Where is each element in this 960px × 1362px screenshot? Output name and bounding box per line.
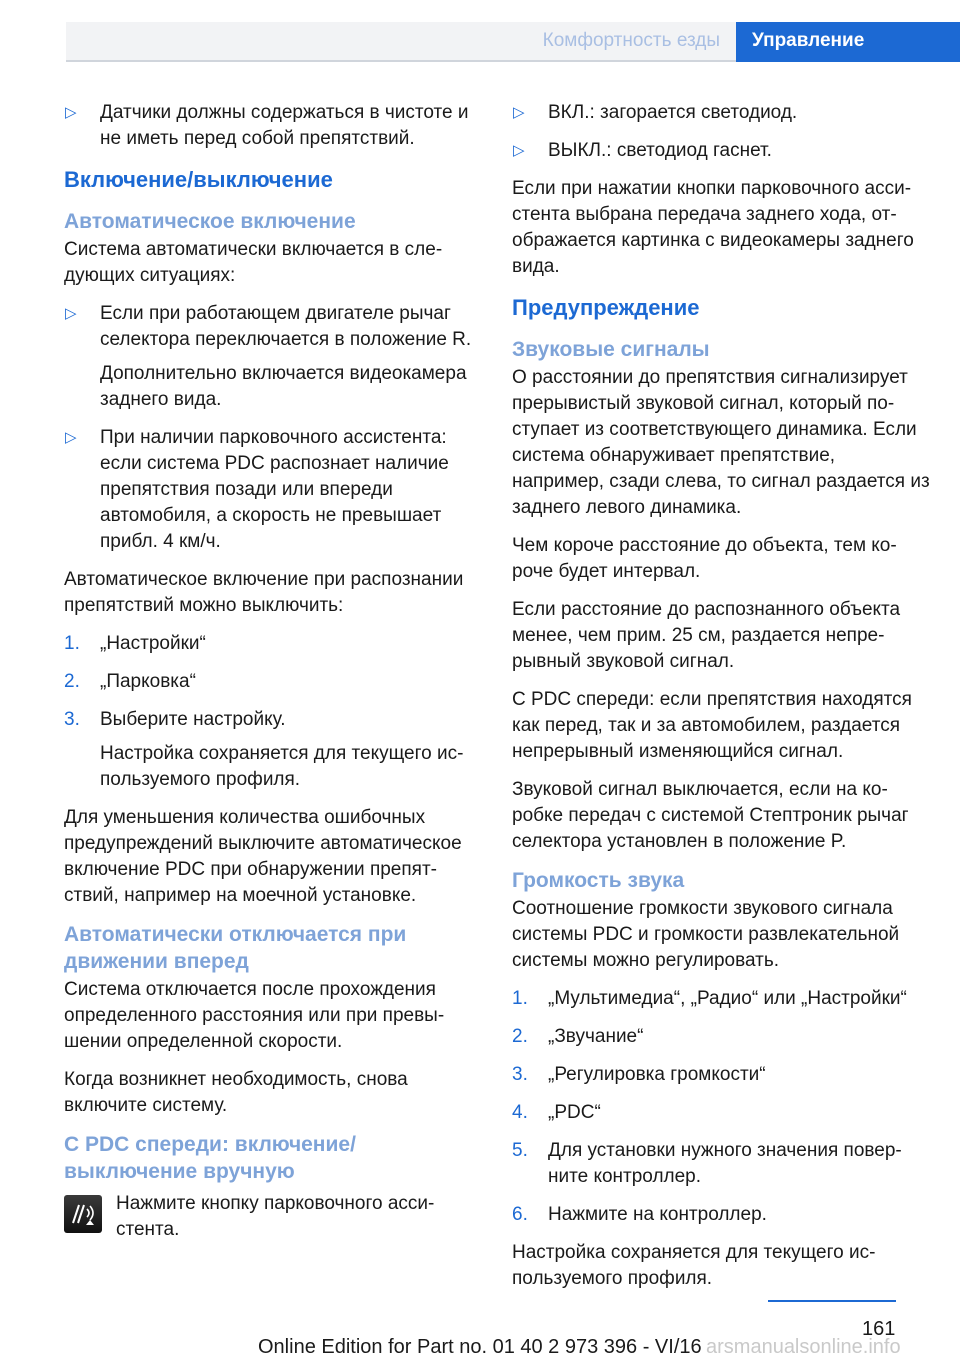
sound-text-2: Чем короче расстояние до объекта, тем ко‐роче будет интервал. [512, 535, 897, 582]
intro-bullet-list [64, 100, 482, 152]
heading-volume: Громкость звука [512, 869, 685, 892]
step-item: 4. „PDC“ [512, 1102, 601, 1123]
reverse-camera-text: Если при нажатии кнопки парковочного асси‐стента выбрана передача заднего хода, от‐ображается картинка с видеокамеры заднего вида. [512, 178, 914, 277]
heading-auto-on: Автоматическое включение [64, 210, 356, 233]
step-item: 1. „Мультимедиа“, „Радио“ или „Настройки“ [512, 988, 907, 1009]
step-item: 2. „Звучание“ [512, 1026, 644, 1047]
header-chapter-tab [736, 22, 960, 62]
header-section-label: Комфортность езды [542, 30, 720, 51]
auto-on-bullet-list [64, 301, 482, 555]
reduce-warnings-text: Для уменьшения количества ошибочных предупреждений выключите автоматическое включение PDC при обнаружении препят‐ствий, например на моечной установке. [64, 807, 462, 906]
led-bullet-list [512, 100, 930, 164]
step-item: 1. „Настройки“ [64, 633, 206, 654]
step-item: 2. „Парковка“ [64, 671, 196, 692]
parking-assistant-button-icon [64, 1195, 102, 1233]
triangle-bullet-icon: ▷ [65, 104, 77, 121]
heading-manual: С PDC спереди: включение/ выключение вручную [64, 1133, 356, 1183]
auto-off-text-1: Система отключается после прохождения определенного расстояния или при превы‐шении определенной скорости. [64, 979, 445, 1052]
list-item: ▷ При наличии парковочного ассистента: если система PDC распознает наличие препятствия позади или впереди автомобиля, а скорость не превышает прибл. 4 км/ч. [65, 427, 449, 552]
edition-label: Online Edition for Part no. 01 40 2 973 396 - VI/16 [258, 1336, 702, 1358]
triangle-bullet-icon: ▷ [513, 104, 525, 121]
step-3-note: Настройка сохраняется для текущего ис‐пользуемого профиля. [100, 743, 464, 790]
list-item: ▷ Если при работающем двигателе рычаг селектора переключается в положение R. Дополнительно включается видеокамера заднего вида. [64, 301, 482, 413]
right-column [512, 100, 930, 1304]
list-item: ▷ Датчики должны содержаться в чистоте и не иметь перед собой препятствий. [65, 102, 469, 149]
manual-instruction [64, 1191, 482, 1243]
watermark: arsmanualsonline.info [706, 1336, 901, 1358]
step-item: 3. Выберите настройку. Настройка сохраняется для текущего ис‐пользуемого профиля. [64, 707, 482, 793]
heading-sound-signals: Звуковые сигналы [512, 338, 710, 361]
auto-off-text-2: Когда возникнет необходимость, снова включите систему. [64, 1069, 408, 1116]
header-chapter-label: Управление [752, 30, 865, 51]
sound-text-1: О расстоянии до препятствия сигнализирует прерывистый звуковой сигнал, который по‐ступает из соответствующего динамика. Если система обнаруживает препятствие, например, сзади слева, то сигнал раздается из заднего левого динамика. [512, 367, 930, 518]
triangle-bullet-icon: ▷ [513, 142, 525, 159]
triangle-bullet-icon: ▷ [65, 429, 77, 446]
volume-text: Соотношение громкости звукового сигнала системы PDC и громкости развлекательной системы можно регулировать. [512, 898, 900, 971]
disable-steps-list [64, 631, 482, 793]
heading-warning: Предупреждение [512, 295, 700, 320]
list-item: ▷ ВЫКЛ.: светодиод гаснет. [512, 138, 930, 164]
sound-text-4: С PDC спереди: если препятствия находятся как перед, так и за автомобилем, раздается непрерывный изменяющийся сигнал. [512, 689, 912, 762]
sound-text-3: Если расстояние до распознанного объекта менее, чем прим. 25 см, раздается непре‐рывный звуковой сигнал. [512, 599, 901, 672]
triangle-bullet-icon: ▷ [65, 305, 77, 322]
volume-steps-list [512, 986, 930, 1228]
left-column [64, 100, 482, 1243]
header-section-tab [66, 22, 736, 62]
heading-auto-off: Автоматически отключается при движении вперед [64, 923, 407, 973]
page-number: 161 [862, 1318, 896, 1340]
auto-on-text: Система автоматически включается в сле‐дующих ситуациях: [64, 239, 443, 286]
page-header [66, 22, 894, 62]
step-item: 3. „Регулировка громкости“ [512, 1064, 766, 1085]
auto-bullet-1-note: Дополнительно включается видеокамера заднего вида. [100, 363, 467, 410]
list-item: ▷ ВКЛ.: загорается светодиод. [512, 100, 930, 126]
final-note-text: Настройка сохраняется для текущего ис‐пользуемого профиля. [512, 1242, 876, 1289]
manual-instruction-text: Нажмите кнопку парковочного асси‐стента. [116, 1193, 435, 1240]
heading-on-off: Включение/выключение [64, 167, 333, 192]
sound-text-5: Звуковой сигнал выключается, если на ко‐робке передач с системой Стептроник рычаг селектора установлен в положение P. [512, 779, 909, 852]
footer-rule [768, 1300, 896, 1302]
step-item: 5. Для установки нужного значения повер‐ните контроллер. [512, 1140, 902, 1187]
auto-disable-text: Автоматическое включение при распознании препятствий можно выключить: [64, 569, 464, 616]
step-item: 6. Нажмите на контроллер. [512, 1204, 767, 1225]
